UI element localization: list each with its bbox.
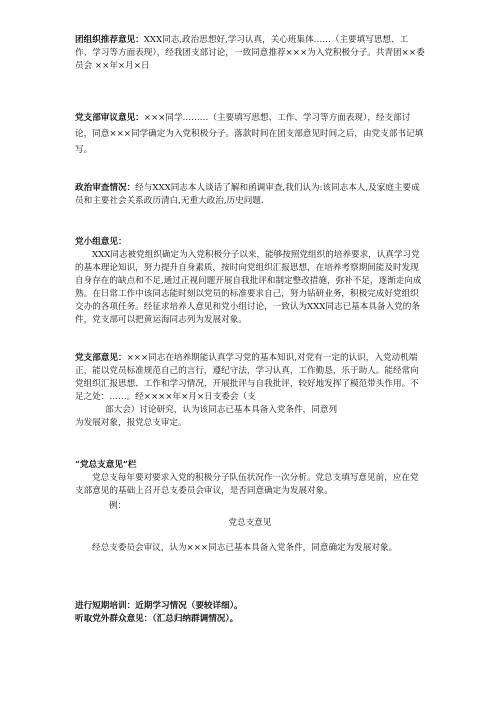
party-group-section	[75, 236, 425, 327]
political-review-text: 经与XXX同志本人谈话了解和函调审查,我们认为:该同志本人,及家庭主要成员和主要社会关系政历清白,无重大政治,历史问题.	[75, 183, 420, 206]
branch-review-section	[75, 110, 425, 158]
branch-opinion-label: 党支部意见：	[75, 353, 127, 363]
branch-opinion-line3: 为发展对象，报党总支审定。	[75, 418, 187, 428]
league-recommendation-label: 团组织推荐意见：	[75, 35, 144, 45]
short-training-line: 进行短期培训：近期学习情况（要较详细）。	[75, 601, 243, 611]
general-branch-text: 党总支每年要对要求入党的积极分子队伍状况作一次分析。党总支填写意见前，应在党支部意见的基础上召开总支委员会审议，是否同意确定为发展对象。	[75, 473, 419, 496]
branch-opinion-text: ×××同志在培养期能认真学习党的基本知识,对党有一定的认识，入党动机端正，能以党员标准规范自己的言行，遵纪守法，学习认真，工作勤恳，乐于助人。能经常向党组织汇报思想、工作和学习情况，开展批评与自我批评，较好地发挥了模范带头作用。不足之处：……。经××××年×月×日支委会（支	[75, 353, 419, 402]
branch-opinion-line2: 部大会）讨论研究，认为该同志已基本具备入党条件，同意列	[105, 405, 338, 415]
footer-section	[75, 600, 425, 626]
example-title: 党总支意见	[228, 518, 272, 528]
branch-review-label: 党支部审议意见：	[75, 113, 144, 123]
general-branch-section	[75, 459, 425, 555]
example-label: 例：	[109, 501, 127, 511]
party-group-text: XXX同志被党组织确定为入党积极分子以来，能够按照党组织的培养要求，认真学习党的基本理论知识，努力提升自身素质，按时向党组织汇报思想，在培养考察期间能及时发现自身存在的缺点和不足,通过正视问题开展自我批评和制定整改措施，弥补不足，逐渐走向成熟。在日常工作中该同志能时刻以党员的标准要求自己，努力钻研业务，积极完成好党组织交办的各项任务。经征求培养人意见和党小组讨论，一致认为XXX同志已基本具备入党的条件，党支部可以把黄运海同志列为发展对象。	[75, 250, 422, 325]
party-group-label: 党小组意见：	[75, 237, 127, 247]
league-recommendation-text: XXX同志,政治思想好,学习认真，关心班集体……（主要填写思想、工作、学习等方面表现），经我团支部讨论，一致同意推荐×××为入党积极分子。共青团××委员会 ××年×月×日	[75, 35, 425, 71]
branch-opinion-section	[75, 352, 425, 430]
general-branch-heading: “党总支意见”栏	[75, 460, 137, 470]
example-text: 经总支委员会审议，认为×××同志已基本具备入党条件，同意确定为发展对象。	[92, 543, 398, 553]
branch-review-text: ×××同学………（主要填写思想、工作、学习等方面表现），经支部讨论，同意×××同学确定为入党积极分子。落款时间在团支部意见时间之后，由党支部书记填写。	[75, 113, 424, 155]
political-review-label: 政治审查情况：	[75, 183, 136, 193]
political-review-section	[75, 182, 425, 208]
mass-opinion-line: 听取党外群众意见：（汇总归纳群调情况）。	[75, 614, 239, 624]
league-recommendation-section	[75, 34, 425, 73]
